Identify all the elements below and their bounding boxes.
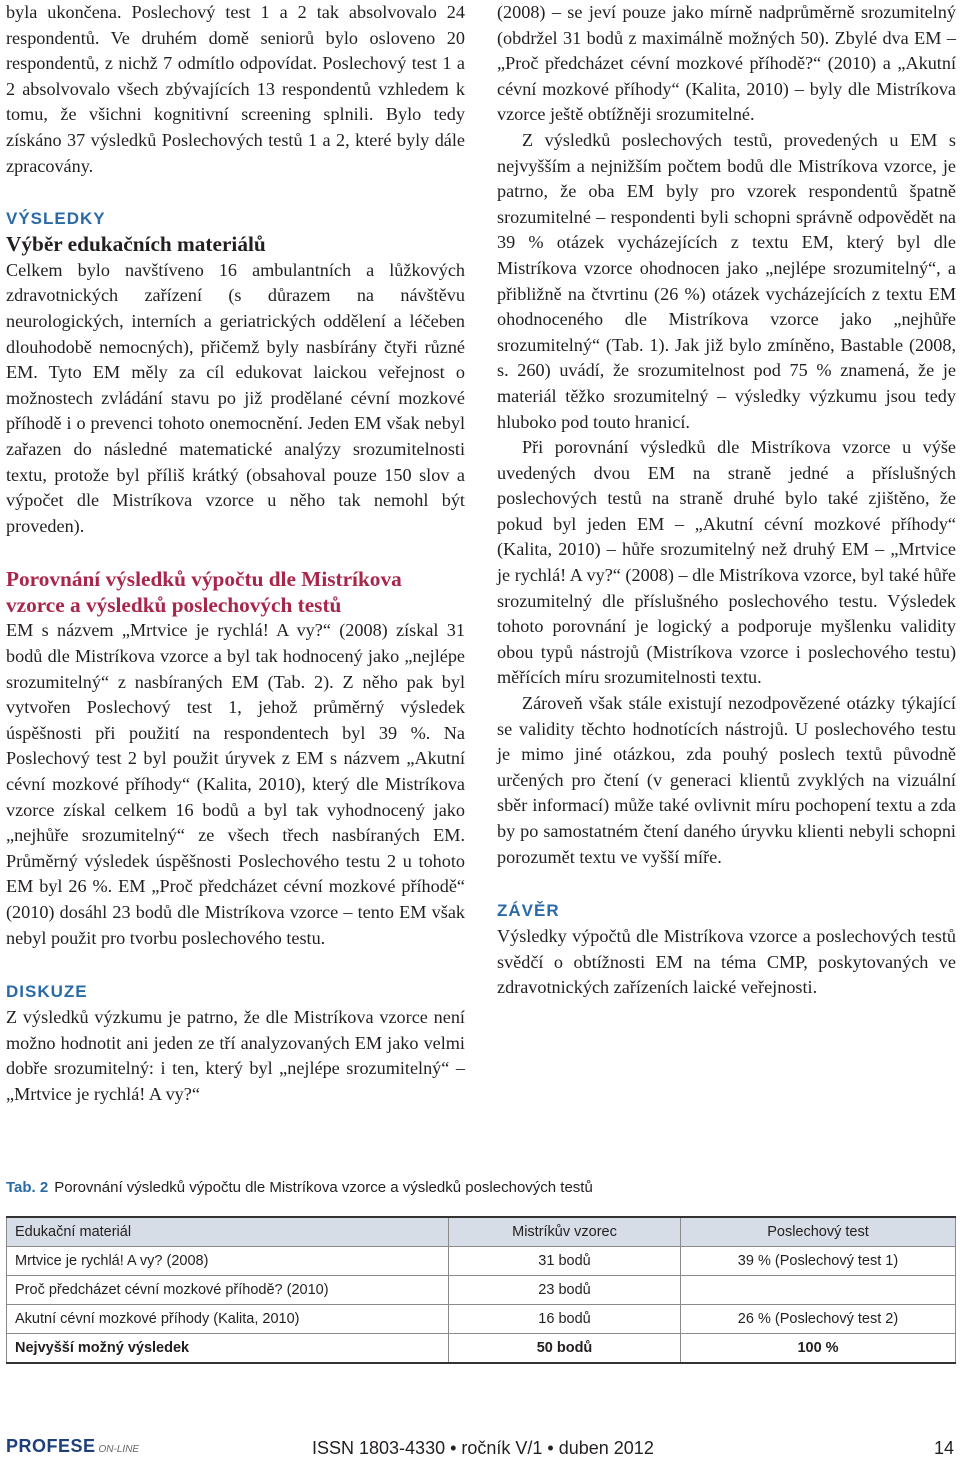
table-cell-material: Nejvyšší možný výsledek <box>7 1334 449 1364</box>
table-cell-formula: 31 bodů <box>449 1247 681 1276</box>
table-cell-formula: 23 bodů <box>449 1276 681 1305</box>
table-cell-test: 26 % (Poslechový test 2) <box>681 1305 956 1334</box>
table-row <box>7 1305 956 1334</box>
table-header-row <box>7 1217 956 1247</box>
conclusion-heading: ZÁVĚR <box>497 901 560 921</box>
table-header-test: Poslechový test <box>681 1217 956 1247</box>
discussion-heading: DISKUZE <box>6 982 88 1002</box>
table-cell-formula: 50 bodů <box>449 1334 681 1364</box>
results-heading: VÝSLEDKY <box>6 209 106 229</box>
discussion-paragraph-2: Z výsledků poslechových testů, provedených u EM s nejvyšším a nejnižším počtem bodů dle Mistríkova vzorce, je patrno, že oba EM byly pro vzorek respondentů špatně srozumitelné – respondenti byli schopni správně odpovědět na 39 % otázek vycházejících z textu EM, který byl dle Mistríkova vzorce ohodnocen jako „nejlépe srozumitelný“, a přibližně na čtvrtinu (26 %) otázek vycházejících z textu EM ohodnoceného dle Mistríkova vzorce jako „nejhůře srozumitelný“ (Tab. 1). Jak již bylo zmíněno, Bastable (2008, s. 260) uvádí, že srozumitelnost pod 75 % znamená, že je materiál těžko srozumitelný – výsledky výzkumu jsou tedy hluboko pod touto hranicí. <box>497 129 956 432</box>
discussion-paragraph-1-continued: (2008) – se jeví pouze jako mírně nadprůměrně srozumitelný (obdržel 31 bodů z maximálně možných 50). Zbylé dva EM – „Proč předcházet cévní mozkové příhodě?“ (2010) a „Akutní cévní mozkové příhody“ (Kalita, 2010) – byly dle Mistríkova vzorce ještě obtížněji srozumitelné. <box>497 2 956 125</box>
table-cell-test <box>681 1276 956 1305</box>
table-header-formula: Mistríkův vzorec <box>449 1217 681 1247</box>
table-cell-formula: 16 bodů <box>449 1305 681 1334</box>
page-number: 14 <box>933 1438 954 1458</box>
discussion-paragraph-4: Zároveň však stále existují nezodpovězené otázky týkající se validity těchto hodnotících nástrojů. U poslechového testu je mimo jiné otázkou, zda pouhý poslech textů původně určených pro čtení (v generaci klientů zvyklých na vizuální sběr informací) může také ovlivnit míru pochopení textu a zda by po samostatném čtení daného úryvku klienti nebyli schopni porozumět textu ve vyšší míře. <box>497 693 956 867</box>
intro-paragraph: byla ukončena. Poslechový test 1 a 2 tak absolvovalo 24 respondentů. Ve druhém domě seniorů bylo osloveno 20 respondentů, z nichž 7 odmítlo odpovídat. Poslechový test 1 a 2 absolvovalo všech zbývajících 13 respondentů vzhledem k tomu, že všichni kognitivní screening splnili. Bylo tedy získáno 37 výsledků Poslechových testů 1 a 2, které byly dále zpracovány. <box>6 2 465 176</box>
logo-online-tag: ON-LINE <box>98 1444 140 1455</box>
table-row-maximum <box>7 1334 956 1364</box>
discussion-paragraph-3: Při porovnání výsledků dle Mistríkova vzorce u výše uvedených dvou EM na straně jedné a příslušných poslechových testů na straně druhé bylo také zjištěno, že pokud byl jeden EM – „Akutní cévní mozkové příhody“ (Kalita, 2010) – hůře srozumitelný než druhý EM – „Mrtvice je rychlá! A vy?“ (2008) – dle Mistríkova vzorce, byl také hůře srozumitelný dle příslušného poslechového testu. Výsledek tohoto porovnání je logický a podporuje myšlenku validity obou typů nástrojů (Mistríkova vzorce i poslechového testu) měřících míru srozumitelnosti textu. <box>497 437 956 688</box>
table-cell-material: Akutní cévní mozkové příhody (Kalita, 2010) <box>7 1305 449 1334</box>
left-column <box>6 0 465 1108</box>
results-paragraph-2: EM s názvem „Mrtvice je rychlá! A vy?“ (2008) získal 31 bodů dle Mistríkova vzorce a byl tak hodnocený jako „nejlépe srozumitelný“ z nasbíraných EM (Tab. 2). Z něho pak byl vytvořen Poslechový test 1, jehož průměrný výsledek úspěšnosti při použití na respondentech byl 39 %. Na Poslechový test 2 byl použit úryvek z EM s názvem „Akutní cévní mozkové příhody“ (Kalita, 2010), který dle Mistríkova vzorce získal celkem 16 bodů a byl tak vyhodnocený jako „nejhůře srozumitelný“ ze všech třech nasbíraných EM. Průměrný výsledek úspěšnosti Poslechového testu 2 u tohoto EM byl 26 %. EM „Proč předcházet cévní mozkové příhodě“ (2010) dosáhl 23 bodů dle Mistríkova vzorce – tento EM však nebyl použit pro tvorbu poslechového testu. <box>6 620 465 948</box>
table-cell-test: 39 % (Poslechový test 1) <box>681 1247 956 1276</box>
table-cell-test: 100 % <box>681 1334 956 1364</box>
table-row <box>7 1276 956 1305</box>
issn-info: ISSN 1803-4330 • ročník V/1 • duben 2012 <box>312 1438 654 1458</box>
logo-wordmark: PROFESE <box>6 1436 96 1456</box>
discussion-paragraph-1: Z výsledků výzkumu je patrno, že dle Mistríkova vzorce není možno hodnotit ani jeden ze tří analyzovaných EM jako velmi dobře srozumitelný: i ten, který byl „nejlépe srozumitelný“ – „Mrtvice je rychlá! A vy?“ <box>6 1007 465 1104</box>
table-cell-material: Mrtvice je rychlá! A vy? (2008) <box>7 1247 449 1276</box>
conclusion-paragraph: Výsledky výpočtů dle Mistríkova vzorce a poslechových testů svědčí o obtížnosti EM na téma CMP, poskytovaných ve zdravotnických zařízeních laické veřejnosti. <box>497 926 956 998</box>
page-footer <box>0 1432 960 1463</box>
journal-logo <box>6 1436 139 1457</box>
table-row <box>7 1247 956 1276</box>
comparison-table <box>6 1216 956 1364</box>
table-caption-text: Porovnání výsledků výpočtu dle Mistríkova vzorce a výsledků poslechových testů <box>54 1179 593 1196</box>
table-caption <box>6 1179 956 1196</box>
table-label: Tab. 2 <box>6 1179 49 1196</box>
selection-subheading: Výběr edukačních materiálů <box>6 232 266 257</box>
results-paragraph-1: Celkem bylo navštíveno 16 ambulantních a lůžkových zdravotnických zařízení (s důrazem na návštěvu neurologických, interních a geriatrických oddělení a léčeben dlouhodobě nemocných), přičemž byly nasbírány čtyři různé EM. Tyto EM měly za cíl edukovat laickou veřejnost o možnostech zvládání stavu po již prodělané cévní mozkové příhodě i o prevenci tohoto onemocnění. Jeden EM však nebyl zařazen do následné matematické analýzy srozumitelnosti textu, protože byl příliš krátký (obsahoval pouze 150 slov a výpočet dle Mistríkova vzorce u něho tak nemohl být proveden). <box>6 259 465 536</box>
right-column <box>497 0 956 1001</box>
table-header-material: Edukační materiál <box>7 1217 449 1247</box>
table-cell-material: Proč předcházet cévní mozkové příhodě? (2010) <box>7 1276 449 1305</box>
comparison-subheading: Porovnání výsledků výpočtu dle Mistríkova vzorce a výsledků poslechových testů <box>6 567 402 617</box>
